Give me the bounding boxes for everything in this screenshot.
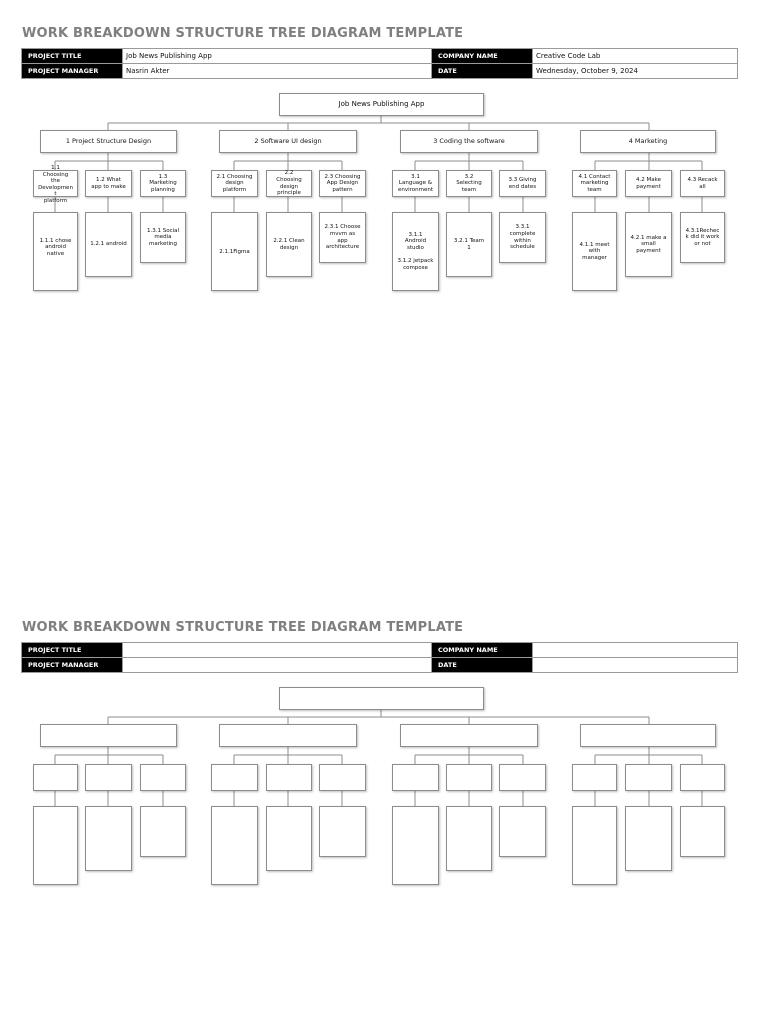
wbs-detail-2-2-label: 2.2.1 Clean design — [273, 237, 305, 251]
project-title-label-2: PROJECT TITLE — [22, 643, 123, 658]
wbs-detail-2-2[interactable] — [266, 212, 312, 277]
wbs-branch-1-empty[interactable] — [40, 724, 177, 747]
wbs-branch-3-label: 3 Coding the software — [433, 137, 505, 146]
wbs-detail-3-1[interactable] — [392, 212, 439, 291]
wbs-item-empty[interactable] — [319, 764, 366, 791]
wbs-item-2-2-label: 2.2 Choosing design principle — [276, 170, 302, 197]
wbs-item-4-3[interactable] — [680, 170, 725, 197]
date-label-2: DATE — [432, 658, 533, 673]
wbs-item-3-1-label: 3.1 Language & environment — [397, 173, 434, 193]
wbs-branch-1-label: 1 Project Structure Design — [65, 137, 152, 146]
wbs-detail-empty[interactable] — [446, 806, 492, 871]
wbs-branch-1[interactable] — [40, 130, 177, 153]
wbs-item-empty[interactable] — [33, 764, 78, 791]
wbs-detail-2-3-label: 2.3.1 Choose mvvm as app architecture — [324, 224, 361, 251]
wbs-detail-empty[interactable] — [266, 806, 312, 871]
wbs-item-4-1-label: 4.1 Contact marketing team — [578, 173, 611, 193]
wbs-detail-4-2-label: 4.2.1 make a small payment — [630, 234, 667, 254]
wbs-detail-empty[interactable] — [33, 806, 78, 885]
wbs-detail-4-3[interactable] — [680, 212, 725, 263]
wbs-item-empty[interactable] — [625, 764, 672, 791]
page-title-2: WORK BREAKDOWN STRUCTURE TREE DIAGRAM TEMPLATE — [22, 620, 464, 635]
wbs-item-3-2-label: 3.2 Selecting team — [456, 173, 482, 193]
wbs-detail-4-1[interactable] — [572, 212, 617, 291]
wbs-detail-3-1-label: 3.1.1 Android studio 3.1.2 jetpack compose — [397, 231, 434, 271]
date-value[interactable]: Wednesday, October 9, 2024 — [533, 64, 738, 79]
wbs-detail-1-3[interactable] — [140, 212, 186, 263]
company-name-label: COMPANY NAME — [432, 49, 533, 64]
wbs-item-3-3[interactable] — [499, 170, 546, 197]
wbs-item-4-1[interactable] — [572, 170, 617, 197]
wbs-item-3-1[interactable] — [392, 170, 439, 197]
wbs-detail-3-2-label: 3.2.1 Team 1 — [453, 237, 485, 251]
wbs-item-empty[interactable] — [140, 764, 186, 791]
wbs-item-1-1[interactable] — [33, 165, 78, 204]
wbs-detail-1-1-label: 1.1.1 chose android native — [39, 237, 72, 257]
wbs-detail-empty[interactable] — [85, 806, 132, 871]
wbs-item-2-1-label: 2.1 Choosing design platform — [216, 173, 253, 193]
company-name-value[interactable]: Creative Code Lab — [533, 49, 738, 64]
date-label: DATE — [432, 64, 533, 79]
wbs-detail-4-3-label: 4.3.1Rechec k did it work or not — [685, 227, 720, 247]
project-title-label: PROJECT TITLE — [22, 49, 123, 64]
wbs-item-empty[interactable] — [85, 764, 132, 791]
wbs-detail-empty[interactable] — [625, 806, 672, 871]
wbs-detail-4-2[interactable] — [625, 212, 672, 277]
wbs-root-label: Job News Publishing App — [338, 100, 425, 109]
wbs-item-empty[interactable] — [499, 764, 546, 791]
wbs-item-empty[interactable] — [392, 764, 439, 791]
wbs-item-4-2-label: 4.2 Make payment — [636, 176, 661, 190]
wbs-item-1-2[interactable] — [85, 170, 132, 197]
wbs-branch-2-empty[interactable] — [219, 724, 357, 747]
page-title: WORK BREAKDOWN STRUCTURE TREE DIAGRAM TEMPLATE — [22, 26, 464, 41]
wbs-root-box[interactable] — [279, 93, 484, 116]
wbs-detail-empty[interactable] — [319, 806, 366, 857]
wbs-branch-3-empty[interactable] — [400, 724, 538, 747]
project-title-value[interactable]: Job News Publishing App — [123, 49, 432, 64]
wbs-item-1-1-label: 1.1 Choosing the Developmen t platform — [38, 165, 73, 204]
wbs-detail-1-1[interactable] — [33, 212, 78, 291]
project-title-value-2[interactable] — [123, 643, 432, 658]
wbs-detail-3-3[interactable] — [499, 212, 546, 263]
company-name-value-2[interactable] — [533, 643, 738, 658]
wbs-detail-empty[interactable] — [140, 806, 186, 857]
date-value-2[interactable] — [533, 658, 738, 673]
wbs-detail-1-3-label: 1.3.1 Social media marketing — [146, 227, 180, 247]
wbs-branch-4-label: 4 Marketing — [628, 137, 668, 146]
wbs-branch-2[interactable] — [219, 130, 357, 153]
wbs-detail-empty[interactable] — [392, 806, 439, 885]
wbs-detail-empty[interactable] — [680, 806, 725, 857]
wbs-item-empty[interactable] — [446, 764, 492, 791]
project-manager-value[interactable]: Nasrin Akter — [123, 64, 432, 79]
project-manager-value-2[interactable] — [123, 658, 432, 673]
wbs-detail-2-1-label: 2.1.1Figma — [219, 248, 250, 255]
wbs-item-1-3-label: 1.3 Marketing planning — [149, 173, 177, 193]
wbs-item-2-1[interactable] — [211, 170, 258, 197]
wbs-detail-3-2[interactable] — [446, 212, 492, 277]
wbs-item-empty[interactable] — [680, 764, 725, 791]
wbs-item-2-2[interactable] — [266, 170, 312, 197]
wbs-detail-1-2[interactable] — [85, 212, 132, 277]
wbs-detail-empty[interactable] — [499, 806, 546, 857]
wbs-branch-2-label: 2 Software UI design — [254, 137, 322, 146]
wbs-branch-3[interactable] — [400, 130, 538, 153]
wbs-detail-2-1[interactable] — [211, 212, 258, 291]
project-manager-label-2: PROJECT MANAGER — [22, 658, 123, 673]
wbs-item-1-3[interactable] — [140, 170, 186, 197]
wbs-item-4-2[interactable] — [625, 170, 672, 197]
wbs-item-2-3-label: 2.3 Choosing App Design pattern — [324, 173, 361, 193]
wbs-item-2-3[interactable] — [319, 170, 366, 197]
wbs-detail-2-3[interactable] — [319, 212, 366, 263]
company-name-label-2: COMPANY NAME — [432, 643, 533, 658]
wbs-detail-empty[interactable] — [572, 806, 617, 885]
wbs-detail-4-1-label: 4.1.1 meet with manager — [579, 241, 610, 261]
wbs-detail-3-3-label: 3.3.1 complete within schedule — [509, 224, 536, 251]
wbs-item-empty[interactable] — [572, 764, 617, 791]
wbs-branch-4-empty[interactable] — [580, 724, 716, 747]
project-info-table-2 — [21, 642, 738, 673]
wbs-item-3-2[interactable] — [446, 170, 492, 197]
wbs-item-4-3-label: 4.3 Recack all — [687, 176, 718, 190]
wbs-item-empty[interactable] — [266, 764, 312, 791]
wbs-item-1-2-label: 1.2 What app to make — [91, 176, 126, 190]
wbs-item-3-3-label: 3.3 Giving end dates — [508, 176, 537, 190]
wbs-branch-4[interactable] — [580, 130, 716, 153]
wbs-item-empty[interactable] — [211, 764, 258, 791]
wbs-detail-1-2-label: 1.2.1 android — [90, 241, 127, 248]
wbs-root-box-empty[interactable] — [279, 687, 484, 710]
wbs-detail-empty[interactable] — [211, 806, 258, 885]
project-manager-label: PROJECT MANAGER — [22, 64, 123, 79]
